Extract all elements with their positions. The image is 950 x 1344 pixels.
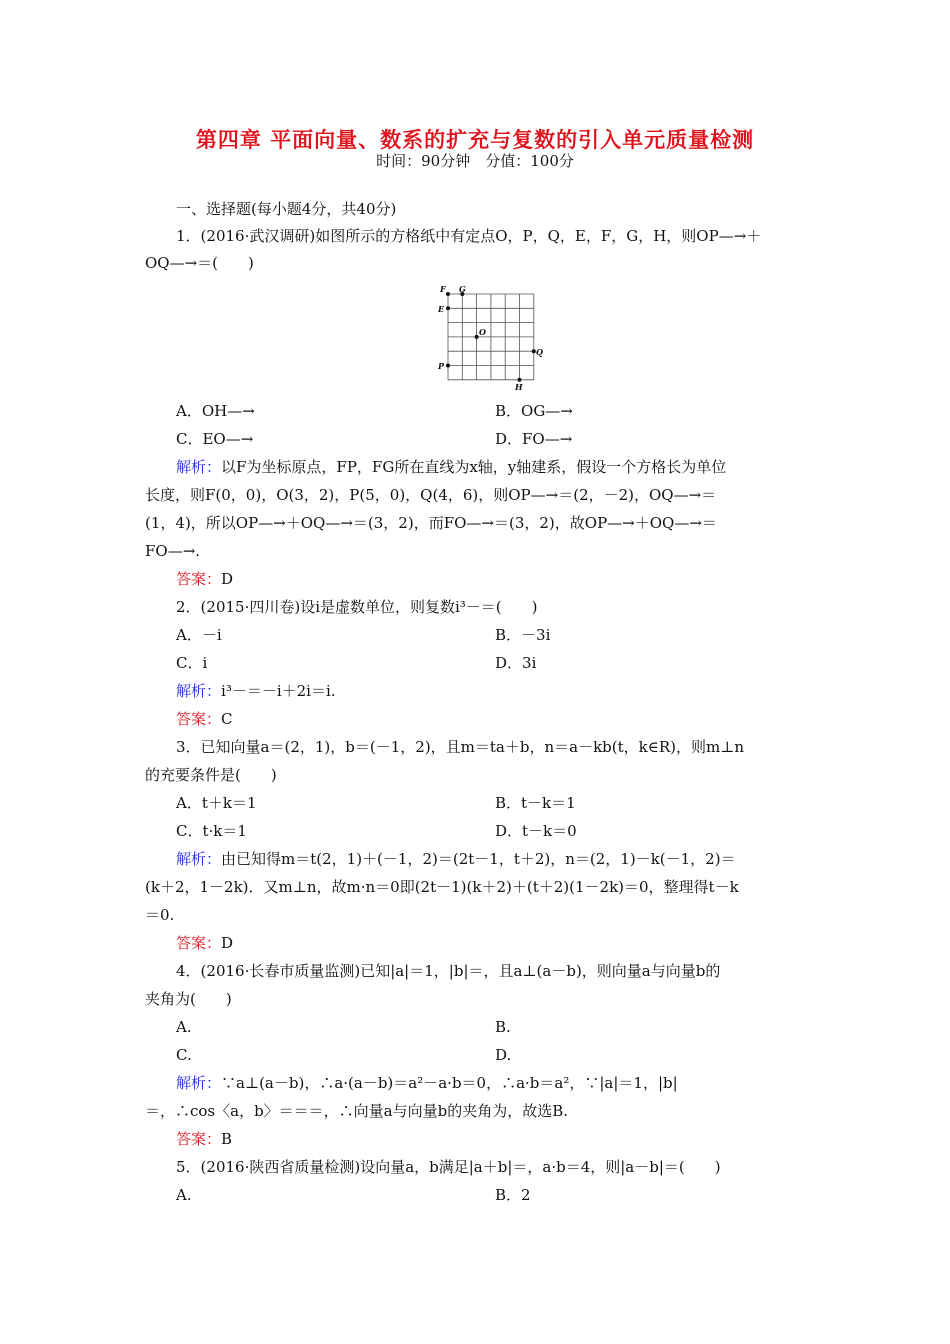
q3-solution-line3: ＝0. <box>145 906 175 924</box>
q4-stem-line2: 夹角为( ) <box>145 990 232 1008</box>
q5-option-a: A. <box>176 1186 192 1204</box>
point-f <box>446 292 450 296</box>
label-p: P <box>438 361 445 371</box>
page-title: 第四章 平面向量、数系的扩充与复数的引入单元质量检测 <box>195 127 755 152</box>
q2-option-b: B．－3i <box>495 626 551 644</box>
q2-option-c: C．i <box>176 654 208 672</box>
q4-solution-line2: ＝，∴cos〈a，b〉＝＝＝，∴向量a与向量b的夹角为，故选B. <box>145 1102 569 1120</box>
q3-answer <box>176 932 840 954</box>
q2-answer-value: C <box>221 710 233 728</box>
q1-solution-text1: 以F为坐标原点，FP，FG所在直线为x轴，y轴建系，假设一个方格长为单位 <box>221 458 727 476</box>
grid-lines <box>448 294 534 380</box>
answer-label: 答案： <box>176 710 222 728</box>
q2-option-a: A．－i <box>176 626 222 644</box>
q1-stem-line1: 1．(2016·武汉调研)如图所示的方格纸中有定点O，P，Q，E，F，G，H，则OP—→＋ <box>176 227 762 245</box>
solution-label: 解析： <box>176 682 222 700</box>
q3-answer-value: D <box>221 934 234 952</box>
q1-answer <box>176 568 840 590</box>
q1-solution-line2: 长度，则F(0，0)，O(3，2)，P(5，0)，Q(4，6)，则OP—→＝(2，－2)，OQ—→＝ <box>145 486 717 504</box>
q2-stem: 2．(2015·四川卷)设i是虚数单位，则复数i³－＝( ) <box>176 598 538 616</box>
q3-option-a: A．t＋k＝1 <box>176 794 257 812</box>
q1-option-c: C．EO—→ <box>176 430 254 448</box>
q4-solution-line1 <box>176 1072 840 1094</box>
label-h: H <box>515 382 523 392</box>
q3-solution-text1: 由已知得m＝t(2，1)＋(－1，2)＝(2t－1，t＋2)，n＝(2，1)－k(－1，2)＝ <box>221 850 736 868</box>
label-g: G <box>459 284 466 294</box>
q1-stem-line2: OQ—→＝( ) <box>145 254 254 272</box>
label-q: Q <box>536 347 543 357</box>
q1-answer-value: D <box>221 570 234 588</box>
point-e <box>446 306 450 310</box>
grid-figure <box>432 282 552 392</box>
answer-label: 答案： <box>176 570 222 588</box>
q1-option-d: D．FO—→ <box>495 430 573 448</box>
q3-solution-line1 <box>176 848 840 870</box>
q1-solution-line1 <box>176 456 840 478</box>
label-o: O <box>479 327 486 337</box>
q4-stem-line1: 4．(2016·长春市质量监测)已知|a|＝1，|b|＝，且a⊥(a－b)，则向量a与向量b的 <box>176 962 721 980</box>
page-subtitle: 时间：90分钟 分值：100分 <box>376 152 574 170</box>
q4-solution-text1: ∵a⊥(a－b)，∴a·(a－b)＝a²－a·b＝0，∴a·b＝a²，∵|a|＝1，|b| <box>221 1074 678 1092</box>
label-e: E <box>438 304 445 314</box>
q1-solution-line4: FO—→. <box>145 542 201 560</box>
q4-option-d: D. <box>495 1046 512 1064</box>
q5-stem: 5．(2016·陕西省质量检测)设向量a，b满足|a＋b|＝，a·b＝4，则|a－b|＝( ) <box>176 1158 721 1176</box>
q4-answer <box>176 1128 840 1150</box>
answer-label: 答案： <box>176 934 222 952</box>
point-p <box>446 364 450 368</box>
q4-option-a: A. <box>176 1018 192 1036</box>
q1-option-b: B．OG—→ <box>495 402 573 420</box>
q2-solution-text: i³－＝－i＋2i＝i. <box>221 682 336 700</box>
q3-option-b: B．t－k＝1 <box>495 794 576 812</box>
q2-solution <box>176 680 840 702</box>
q3-stem-line1: 3．已知向量a＝(2，1)，b＝(－1，2)，且m＝ta＋b，n＝a－kb(t，k∈R)，则m⊥n <box>176 738 744 756</box>
q3-option-c: C．t·k＝1 <box>176 822 247 840</box>
q4-option-b: B. <box>495 1018 511 1036</box>
q1-solution-line3: (1，4)，所以OP—→＋OQ—→＝(3，2)，而FO—→＝(3，2)，故OP—→＋OQ—→＝ <box>145 514 717 532</box>
section-heading: 一、选择题(每小题4分，共40分) <box>176 200 397 218</box>
q4-option-c: C. <box>176 1046 192 1064</box>
q2-answer <box>176 708 840 730</box>
point-o <box>475 335 479 339</box>
q3-solution-line2: (k＋2，1－2k)．又m⊥n，故m·n＝0即(2t－1)(k＋2)＋(t＋2)(1－2k)＝0，整理得t－k <box>145 878 739 896</box>
label-f: F <box>440 284 446 294</box>
solution-label: 解析： <box>176 458 222 476</box>
q5-option-b: B．2 <box>495 1186 531 1204</box>
solution-label: 解析： <box>176 1074 222 1092</box>
answer-label: 答案： <box>176 1130 222 1148</box>
solution-label: 解析： <box>176 850 222 868</box>
q4-answer-value: B <box>221 1130 233 1148</box>
q3-stem-line2: 的充要条件是( ) <box>145 766 277 784</box>
q3-option-d: D．t－k＝0 <box>495 822 577 840</box>
q2-option-d: D．3i <box>495 654 537 672</box>
q1-option-a: A．OH—→ <box>176 402 255 420</box>
